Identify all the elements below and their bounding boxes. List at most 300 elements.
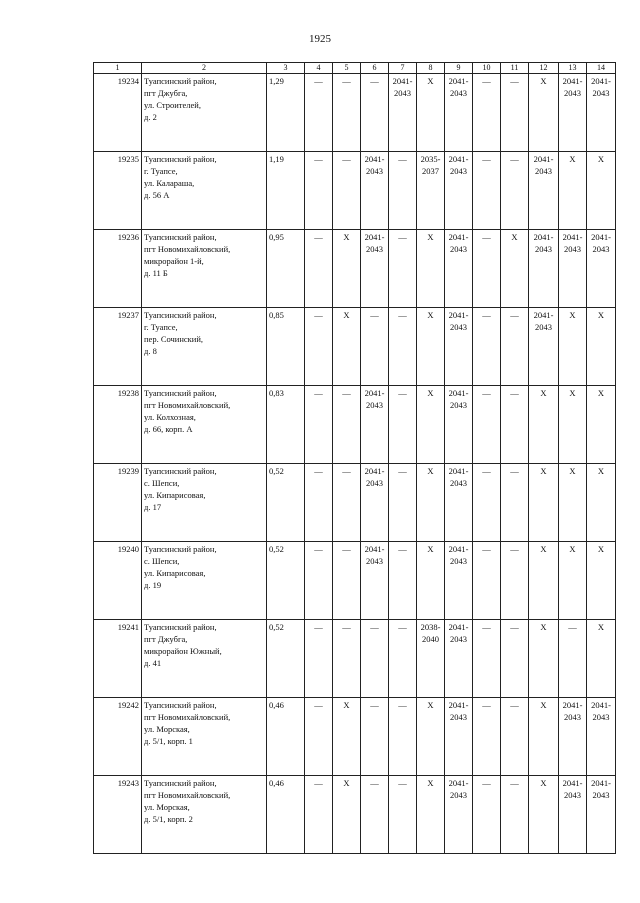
cell-value: 2041- [533, 310, 554, 320]
cell-value: — [510, 154, 519, 164]
cell-value: — [370, 76, 379, 86]
area-cell: 0,46 [267, 776, 305, 854]
status-cell [473, 620, 501, 698]
cell-value: 2043 [366, 478, 383, 488]
cell-value: X [540, 622, 547, 632]
cell-value: X [540, 778, 547, 788]
cell-value: 2041- [562, 778, 583, 788]
cell-value: X [427, 466, 434, 476]
address-line: микрорайон 1-й, [144, 256, 204, 266]
column-header: 9 [445, 63, 473, 74]
status-cell [445, 698, 473, 776]
table-row [94, 74, 616, 152]
status-cell [529, 620, 559, 698]
cell-value: 2043 [535, 166, 552, 176]
cell-value: — [482, 700, 491, 710]
status-cell [305, 230, 333, 308]
address-line: микрорайон Южный, [144, 646, 222, 656]
address-line: д. 41 [144, 658, 162, 668]
cell-value: — [342, 544, 351, 554]
cell-value: X [427, 700, 434, 710]
cell-value: X [569, 154, 576, 164]
cell-value: 2041- [392, 76, 413, 86]
cell-value: X [427, 388, 434, 398]
address-line: Туапсинский район, [144, 154, 217, 164]
record-number-cell: 19237 [94, 308, 142, 386]
cell-value: — [342, 388, 351, 398]
table-row [94, 308, 616, 386]
cell-value: — [314, 622, 323, 632]
status-cell [529, 698, 559, 776]
cell-value: 2043 [450, 244, 467, 254]
status-cell [473, 542, 501, 620]
address-line: Туапсинский район, [144, 700, 217, 710]
status-cell [417, 308, 445, 386]
cell-value: 2041- [591, 76, 611, 86]
cell-value: — [482, 232, 491, 242]
cell-value: 2040 [422, 634, 439, 644]
cell-value: X [569, 388, 576, 398]
column-header: 5 [333, 63, 361, 74]
address-line: с. Шепси, [144, 478, 180, 488]
status-cell [389, 464, 417, 542]
address-line: Туапсинский район, [144, 778, 217, 788]
cell-value: 2043 [450, 712, 467, 722]
status-cell [389, 776, 417, 854]
cell-value: 2035- [420, 154, 441, 164]
status-cell [559, 386, 587, 464]
status-cell [305, 620, 333, 698]
cell-value: X [540, 700, 547, 710]
status-cell [417, 698, 445, 776]
area-cell: 1,19 [267, 152, 305, 230]
status-cell [473, 776, 501, 854]
status-cell [559, 776, 587, 854]
cell-value: 2043 [366, 400, 383, 410]
cell-value: 2043 [450, 556, 467, 566]
status-cell [559, 230, 587, 308]
cell-value: X [427, 544, 434, 554]
table-row [94, 542, 616, 620]
status-cell [333, 152, 361, 230]
cell-value: 2043 [450, 790, 467, 800]
cell-value: 2041- [448, 544, 469, 554]
cell-value: — [510, 466, 519, 476]
cell-value: 2043 [564, 244, 581, 254]
column-header: 1 [94, 63, 142, 74]
cell-value: — [482, 544, 491, 554]
cell-value: 2041- [533, 232, 554, 242]
record-number-cell: 19243 [94, 776, 142, 854]
status-cell [587, 464, 616, 542]
status-cell [473, 308, 501, 386]
cell-value: 2043 [592, 88, 610, 98]
record-number-cell: 19239 [94, 464, 142, 542]
status-cell [473, 464, 501, 542]
cell-value: X [427, 232, 434, 242]
cell-value: — [398, 310, 407, 320]
status-cell [501, 464, 529, 542]
column-header: 2 [142, 63, 267, 74]
table-row [94, 776, 616, 854]
status-cell [559, 308, 587, 386]
address-line: ул. Морская, [144, 724, 190, 734]
status-cell [473, 386, 501, 464]
cell-value: — [398, 544, 407, 554]
status-cell [587, 230, 616, 308]
cell-value: 2041- [448, 310, 469, 320]
status-cell [559, 152, 587, 230]
cell-value: 2043 [394, 88, 411, 98]
address-cell [142, 308, 267, 386]
cell-value: 2041- [364, 466, 385, 476]
status-cell [305, 308, 333, 386]
cell-value: — [398, 388, 407, 398]
status-cell [361, 776, 389, 854]
address-line: пгт Новомихайловский, [144, 712, 231, 722]
address-line: Туапсинский район, [144, 388, 217, 398]
cell-value: — [568, 622, 577, 632]
record-number-cell: 19240 [94, 542, 142, 620]
address-line: д. 5/1, корп. 2 [144, 814, 193, 824]
address-line: г. Туапсе, [144, 322, 178, 332]
record-number-cell: 19241 [94, 620, 142, 698]
cell-value: X [597, 310, 605, 320]
cell-value: X [569, 466, 576, 476]
cell-value: — [482, 466, 491, 476]
address-cell [142, 230, 267, 308]
address-line: ул. Строителей, [144, 100, 201, 110]
status-cell [389, 698, 417, 776]
address-cell [142, 698, 267, 776]
address-line: пгт Джубга, [144, 88, 188, 98]
status-cell [445, 308, 473, 386]
status-cell [389, 308, 417, 386]
address-line: Туапсинский район, [144, 622, 217, 632]
cell-value: 2043 [450, 400, 467, 410]
status-cell [361, 74, 389, 152]
cell-value: 2043 [592, 790, 610, 800]
status-cell [501, 776, 529, 854]
cell-value: — [482, 310, 491, 320]
cell-value: — [398, 154, 407, 164]
area-cell: 1,29 [267, 74, 305, 152]
status-cell [529, 542, 559, 620]
address-line: ул. Кипарисовая, [144, 568, 206, 578]
address-line: ул. Кипарисовая, [144, 490, 206, 500]
status-cell [389, 386, 417, 464]
status-cell [389, 542, 417, 620]
cell-value: — [342, 76, 351, 86]
status-cell [529, 74, 559, 152]
area-cell: 0,52 [267, 542, 305, 620]
cell-value: — [370, 778, 379, 788]
table-row [94, 230, 616, 308]
cell-value: X [597, 466, 605, 476]
column-header: 6 [361, 63, 389, 74]
cell-value: — [398, 466, 407, 476]
address-line: д. 8 [144, 346, 157, 356]
column-header: 7 [389, 63, 417, 74]
address-cell [142, 776, 267, 854]
cell-value: — [510, 388, 519, 398]
table-row [94, 386, 616, 464]
cell-value: 2043 [535, 244, 552, 254]
cell-value: 2041- [364, 388, 385, 398]
cell-value: 2041- [448, 76, 469, 86]
cell-value: — [510, 76, 519, 86]
area-cell: 0,83 [267, 386, 305, 464]
status-cell [473, 74, 501, 152]
cell-value: — [510, 310, 519, 320]
cell-value: — [314, 76, 323, 86]
cell-value: — [342, 622, 351, 632]
status-cell [501, 542, 529, 620]
cell-value: X [540, 76, 547, 86]
cell-value: 2041- [448, 778, 469, 788]
column-header: 3 [267, 63, 305, 74]
address-line: пгт Новомихайловский, [144, 790, 231, 800]
status-cell [445, 776, 473, 854]
cell-value: — [398, 778, 407, 788]
address-line: д. 2 [144, 112, 157, 122]
cell-value: 2041- [562, 700, 583, 710]
cell-value: 2043 [450, 478, 467, 488]
status-cell [445, 464, 473, 542]
status-cell [587, 308, 616, 386]
page-number: 1925 [309, 33, 331, 45]
address-cell [142, 464, 267, 542]
status-cell [501, 386, 529, 464]
status-cell [587, 74, 616, 152]
address-line: с. Шепси, [144, 556, 180, 566]
cell-value: X [343, 700, 350, 710]
address-line: г. Туапсе, [144, 166, 178, 176]
status-cell [417, 542, 445, 620]
cell-value: — [370, 310, 379, 320]
status-cell [587, 386, 616, 464]
record-number-cell: 19238 [94, 386, 142, 464]
status-cell [501, 152, 529, 230]
status-cell [501, 230, 529, 308]
status-cell [389, 230, 417, 308]
status-cell [333, 620, 361, 698]
status-cell [529, 464, 559, 542]
status-cell [417, 74, 445, 152]
address-line: Туапсинский район, [144, 232, 217, 242]
status-cell [417, 464, 445, 542]
cell-value: 2041- [533, 154, 554, 164]
status-cell [361, 620, 389, 698]
record-number-cell: 19235 [94, 152, 142, 230]
cell-value: — [342, 154, 351, 164]
address-line: д. 17 [144, 502, 162, 512]
cell-value: 2041- [562, 76, 583, 86]
cell-value: — [370, 622, 379, 632]
cell-value: X [540, 388, 547, 398]
cell-value: X [343, 778, 350, 788]
status-cell [305, 542, 333, 620]
area-cell: 0,95 [267, 230, 305, 308]
status-cell [305, 464, 333, 542]
column-header: 14 [587, 63, 616, 74]
status-cell [305, 698, 333, 776]
status-cell [361, 152, 389, 230]
cell-value: — [482, 622, 491, 632]
cell-value: — [510, 544, 519, 554]
status-cell [587, 698, 616, 776]
cell-value: 2043 [564, 88, 581, 98]
address-cell [142, 620, 267, 698]
table-row [94, 152, 616, 230]
cell-value: — [482, 76, 491, 86]
address-line: д. 66, корп. А [144, 424, 193, 434]
cell-value: X [597, 388, 605, 398]
address-line: пгт Джубга, [144, 634, 188, 644]
cell-value: — [398, 232, 407, 242]
cell-value: — [398, 700, 407, 710]
column-header: 4 [305, 63, 333, 74]
status-cell [559, 620, 587, 698]
cell-value: — [510, 778, 519, 788]
status-cell [361, 464, 389, 542]
status-cell [333, 386, 361, 464]
status-cell [559, 74, 587, 152]
table-row [94, 464, 616, 542]
cell-value: — [314, 232, 323, 242]
cell-value: 2043 [366, 166, 383, 176]
cell-value: X [597, 154, 605, 164]
cell-value: — [342, 466, 351, 476]
area-cell: 0,85 [267, 308, 305, 386]
status-cell [333, 230, 361, 308]
status-cell [417, 152, 445, 230]
status-cell [333, 542, 361, 620]
cell-value: 2041- [364, 154, 385, 164]
address-line: д. 5/1, корп. 1 [144, 736, 193, 746]
cell-value: 2038- [420, 622, 441, 632]
column-header: 11 [501, 63, 529, 74]
cell-value: 2043 [535, 322, 552, 332]
cell-value: 2043 [366, 244, 383, 254]
cell-value: X [427, 778, 434, 788]
cell-value: — [398, 622, 407, 632]
column-number-row [94, 63, 616, 74]
status-cell [445, 230, 473, 308]
address-line: Туапсинский район, [144, 466, 217, 476]
status-cell [445, 620, 473, 698]
cell-value: 2037 [422, 166, 439, 176]
cell-value: 2041- [591, 700, 611, 710]
status-cell [389, 152, 417, 230]
status-cell [501, 308, 529, 386]
status-cell [417, 230, 445, 308]
column-header: 10 [473, 63, 501, 74]
address-line: Туапсинский район, [144, 76, 217, 86]
cell-value: — [482, 778, 491, 788]
address-line: ул. Калараша, [144, 178, 195, 188]
address-line: пер. Сочинский, [144, 334, 204, 344]
address-line: пгт Новомихайловский, [144, 400, 231, 410]
status-cell [333, 776, 361, 854]
cell-value: 2043 [366, 556, 383, 566]
status-cell [529, 386, 559, 464]
cell-value: — [482, 154, 491, 164]
cell-value: X [511, 232, 518, 242]
address-cell [142, 74, 267, 152]
status-cell [501, 74, 529, 152]
table-row [94, 620, 616, 698]
cell-value: 2043 [450, 634, 467, 644]
cell-value: — [314, 388, 323, 398]
status-cell [445, 74, 473, 152]
status-cell [389, 74, 417, 152]
status-cell [305, 152, 333, 230]
status-cell [445, 542, 473, 620]
cell-value: — [314, 778, 323, 788]
cell-value: X [540, 544, 547, 554]
area-cell: 0,52 [267, 620, 305, 698]
status-cell [559, 698, 587, 776]
cell-value: 2043 [564, 790, 581, 800]
status-cell [361, 698, 389, 776]
cell-value: X [343, 232, 350, 242]
column-header: 8 [417, 63, 445, 74]
status-cell [333, 308, 361, 386]
cell-value: — [314, 544, 323, 554]
status-cell [445, 386, 473, 464]
cell-value: 2043 [564, 712, 581, 722]
address-line: ул. Морская, [144, 802, 190, 812]
cell-value: X [569, 544, 576, 554]
cell-value: 2041- [448, 154, 469, 164]
address-line: пгт Новомихайловский, [144, 244, 231, 254]
cell-value: X [540, 466, 547, 476]
cell-value: 2041- [448, 232, 469, 242]
cell-value: 2041- [364, 232, 385, 242]
status-cell [305, 386, 333, 464]
address-line: д. 11 Б [144, 268, 168, 278]
register-table [93, 62, 616, 854]
address-line: д. 19 [144, 580, 162, 590]
address-line: Туапсинский район, [144, 310, 217, 320]
cell-value: 2041- [591, 778, 611, 788]
status-cell [305, 776, 333, 854]
status-cell [529, 152, 559, 230]
status-cell [417, 776, 445, 854]
cell-value: X [597, 544, 605, 554]
status-cell [529, 308, 559, 386]
status-cell [417, 620, 445, 698]
column-header: 13 [559, 63, 587, 74]
status-cell [361, 542, 389, 620]
status-cell [333, 74, 361, 152]
status-cell [587, 152, 616, 230]
cell-value: X [569, 310, 576, 320]
address-line: ул. Колхозная, [144, 412, 196, 422]
address-cell [142, 542, 267, 620]
cell-value: X [427, 310, 434, 320]
cell-value: — [314, 154, 323, 164]
status-cell [417, 386, 445, 464]
record-number-cell: 19242 [94, 698, 142, 776]
status-cell [305, 74, 333, 152]
status-cell [473, 230, 501, 308]
cell-value: X [343, 310, 350, 320]
status-cell [501, 620, 529, 698]
status-cell [361, 308, 389, 386]
address-line: д. 56 А [144, 190, 170, 200]
